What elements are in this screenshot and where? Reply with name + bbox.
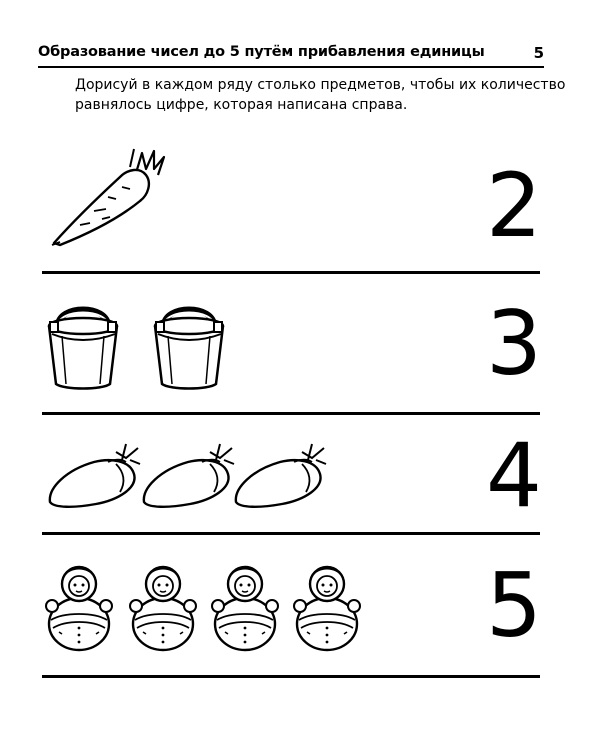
bucket-icon xyxy=(44,300,122,392)
target-number-row-3: 4 xyxy=(486,424,542,527)
bucket-icon xyxy=(150,300,228,392)
pepper-icon xyxy=(232,438,328,510)
row-divider-3 xyxy=(42,532,540,535)
header-divider xyxy=(38,66,544,68)
page-header xyxy=(38,44,544,66)
target-number-row-1: 2 xyxy=(486,154,542,257)
roly-poly-doll-icon xyxy=(292,562,362,652)
instructions-line-1: Дорисуй в каждом ряду столько предметов, чтобы их количество xyxy=(75,77,566,93)
target-number-row-4: 5 xyxy=(486,554,542,657)
pepper-icon xyxy=(46,438,142,510)
instructions xyxy=(75,75,566,115)
page-number: 5 xyxy=(533,44,544,62)
roly-poly-doll-icon xyxy=(44,562,114,652)
row-divider-4 xyxy=(42,675,540,678)
pepper-icon xyxy=(140,438,236,510)
row-divider-2 xyxy=(42,412,540,415)
roly-poly-doll-icon xyxy=(128,562,198,652)
instructions-line-2: равнялось цифре, которая написана справа. xyxy=(75,97,408,113)
row-divider-1 xyxy=(42,271,540,274)
page-title: Образование чисел до 5 путём прибавления единицы xyxy=(38,44,485,60)
carrot-icon xyxy=(50,145,170,250)
roly-poly-doll-icon xyxy=(210,562,280,652)
target-number-row-2: 3 xyxy=(486,292,542,395)
